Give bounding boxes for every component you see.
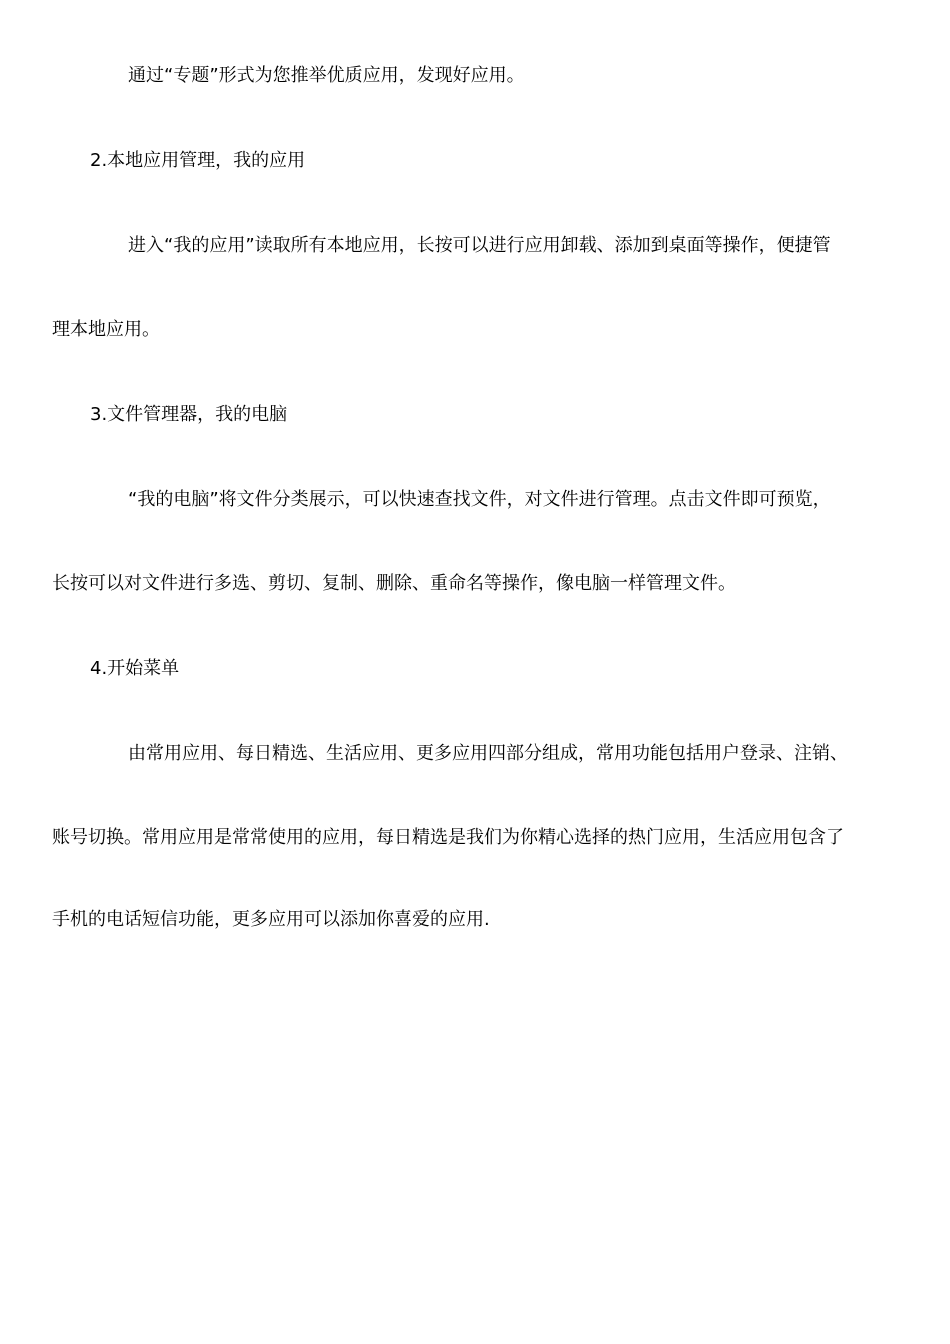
paragraph-line: “我的电脑”将文件分类展示，可以快速查找文件，对文件进行管理。点击文件即可预览， — [128, 489, 831, 510]
paragraph-line: 手机的电话短信功能，更多应用可以添加你喜爱的应用. — [52, 909, 490, 930]
section-heading: 2.本地应用管理，我的应用 — [90, 150, 306, 171]
paragraph-line: 通过“专题”形式为您推举优质应用，发现好应用。 — [128, 65, 525, 86]
section-heading: 4.开始菜单 — [90, 658, 180, 679]
section-heading: 3.文件管理器，我的电脑 — [90, 404, 288, 425]
paragraph-line: 理本地应用。 — [52, 319, 160, 340]
paragraph-line: 由常用应用、每日精选、生活应用、更多应用四部分组成，常用功能包括用户登录、注销、 — [128, 743, 848, 764]
paragraph-line: 账号切换。常用应用是常常使用的应用，每日精选是我们为你精心选择的热门应用，生活应用包含了 — [52, 827, 844, 848]
paragraph-line: 进入“我的应用”读取所有本地应用，长按可以进行应用卸载、添加到桌面等操作，便捷管 — [128, 235, 831, 256]
paragraph-line: 长按可以对文件进行多选、剪切、复制、删除、重命名等操作，像电脑一样管理文件。 — [52, 573, 736, 594]
